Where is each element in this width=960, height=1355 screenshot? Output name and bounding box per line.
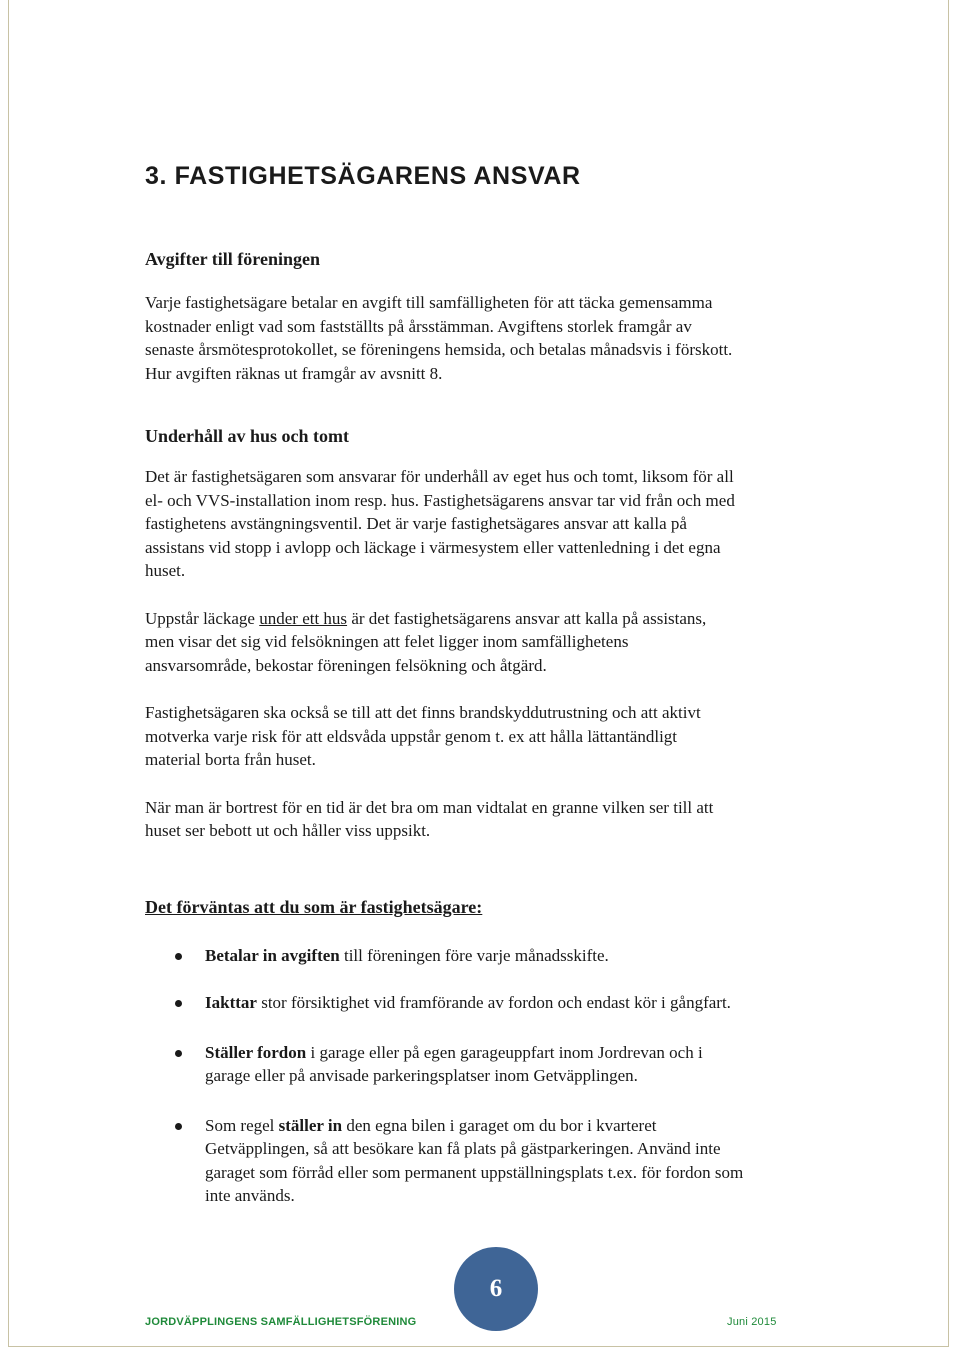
heading-expectations: Det förväntas att du som är fastighetsägare: — [145, 896, 483, 917]
paragraph-underhall-3 — [145, 701, 835, 772]
text-line: garaget som förråd eller som permanent uppställningsplats t.ex. för fordon som — [205, 1162, 744, 1182]
text-line: Det är fastighetsägaren som ansvarar för underhåll av eget hus och tomt, liksom för all — [145, 467, 734, 486]
expectations-list — [145, 944, 835, 1208]
text-line: kostnader enligt vad som fastställts på årsstämman. Avgiftens storlek framgår av — [145, 316, 692, 336]
bold-text: Betalar in avgiften — [205, 945, 340, 965]
text-fragment: är det fastighetsägarens ansvar att kalla på assistans, — [347, 608, 707, 628]
text-fragment: Som regel — [205, 1115, 279, 1135]
list-item — [145, 944, 835, 968]
text-fragment: Uppstår läckage — [145, 608, 260, 628]
bold-text: Iakttar — [205, 993, 257, 1012]
bold-text: ställer in — [278, 1115, 343, 1135]
bullet-icon — [175, 1050, 182, 1057]
paragraph-underhall-2 — [145, 607, 835, 678]
text-line: material borta från huset. — [145, 750, 316, 769]
text-fragment: i garage eller på egen garageuppfart inom Jordrevan och i — [306, 1042, 703, 1062]
text-fragment: den egna bilen i garaget om du bor i kvarteret — [342, 1115, 657, 1135]
text-line: Fastighetsägaren ska också se till att det finns brandskyddutrustning och att aktivt — [145, 703, 701, 722]
text-fragment: stor försiktighet vid framförande av fordon och endast kör i gångfart. — [256, 993, 731, 1012]
text-line: huset. — [145, 561, 186, 580]
text-fragment: till föreningen före varje månadsskifte. — [339, 945, 609, 965]
list-item — [145, 1041, 835, 1088]
paragraph-avgifter — [145, 291, 835, 385]
text-line: motverka varje risk för att eldsvåda uppstår genom t. ex att hålla lättantändligt — [145, 726, 678, 746]
text-line: huset ser bebott ut och håller viss uppsikt. — [145, 821, 431, 840]
text-line: men visar det sig vid felsökningen att felet ligger inom samfällighetens — [145, 632, 629, 651]
text-line: Getväpplingen, så att besökare kan få plats på gästparkeringen. Använd inte — [205, 1139, 721, 1158]
text-line: Varje fastighetsägare betalar en avgift till samfälligheten för att täcka gemensamma — [145, 293, 713, 312]
underlined-text: under ett hus — [259, 608, 348, 628]
footer-org-name: JORDVÄPPLINGENS SAMFÄLLIGHETSFÖRENING — [145, 1316, 417, 1328]
footer-date: Juni 2015 — [727, 1316, 777, 1328]
heading-avgifter: Avgifter till föreningen — [145, 249, 320, 269]
text-line: garage eller på anvisade parkeringsplatser inom Getväpplingen. — [205, 1066, 638, 1085]
text-line: assistans vid stopp i avlopp och läckage i värmesystem eller vattenledning i det egna — [145, 537, 721, 557]
paragraph-underhall-1 — [145, 465, 835, 583]
list-item — [145, 991, 835, 1015]
bullet-icon — [175, 953, 182, 960]
text-line: el- och VVS-installation inom resp. hus. Fastighetsägarens ansvar tar vid från och med — [145, 490, 735, 510]
text-line: inte används. — [205, 1186, 295, 1205]
text-line: Hur avgiften räknas ut framgår av avsnitt 8. — [145, 363, 443, 383]
bullet-icon — [175, 1000, 182, 1007]
paragraph-underhall-4 — [145, 796, 835, 843]
text-line: senaste årsmötesprotokollet, se föreningens hemsida, och betalas månadsvis i förskott. — [145, 340, 733, 359]
list-item — [145, 1114, 835, 1208]
heading-underhall: Underhåll av hus och tomt — [145, 426, 350, 446]
bold-text: Ställer fordon — [205, 1042, 307, 1062]
text-line: fastighetens avstängningsventil. Det är varje fastighetsägares ansvar att kalla på — [145, 514, 687, 533]
text-line: ansvarsområde, bekostar föreningen felsökning och åtgärd. — [145, 655, 547, 675]
text-line: När man är bortrest för en tid är det bra om man vidtalat en granne vilken ser till att — [145, 797, 714, 817]
section-title: 3. FASTIGHETSÄGARENS ANSVAR — [145, 162, 581, 190]
document-body — [145, 150, 835, 1208]
bullet-icon — [175, 1123, 182, 1130]
page-number-badge: 6 — [454, 1247, 538, 1331]
